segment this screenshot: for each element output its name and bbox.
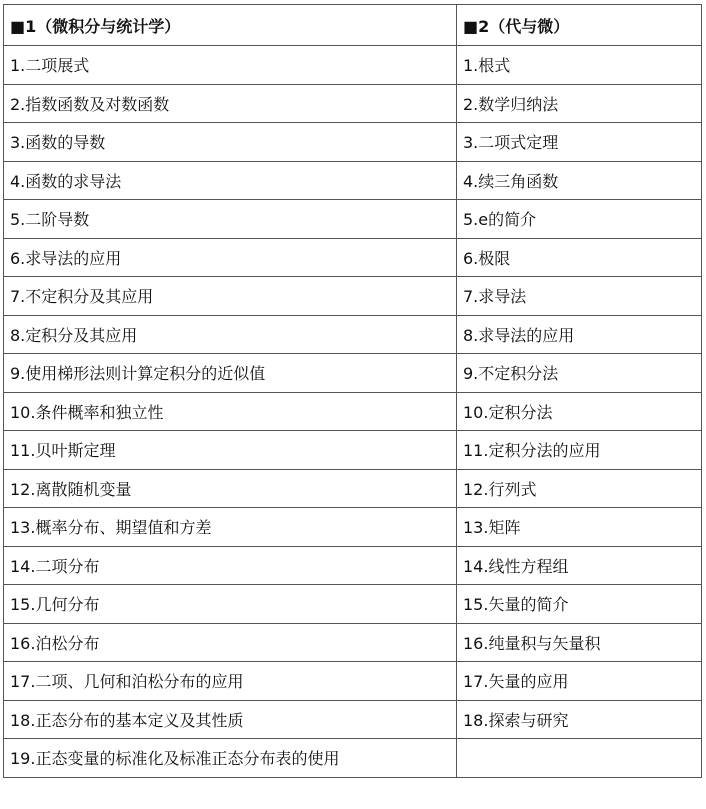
m2-topic-cell: 17.矢量的应用 (457, 662, 702, 701)
column-header-m1: ■1（微积分与统计学） (4, 5, 457, 46)
table-row (4, 469, 702, 508)
m2-topic-cell: 15.矢量的简介 (457, 585, 702, 624)
m1-topic-cell: 6.求导法的应用 (4, 238, 457, 277)
table-row (4, 354, 702, 393)
m1-topic-cell: 8.定积分及其应用 (4, 315, 457, 354)
table-row (4, 508, 702, 547)
table-row (4, 315, 702, 354)
table-row (4, 585, 702, 624)
table-body (4, 46, 702, 778)
syllabus-sheet (3, 4, 701, 804)
m1-topic-cell: 5.二阶导数 (4, 200, 457, 239)
syllabus-table (3, 4, 702, 778)
m2-topic-cell: 2.数学归纳法 (457, 84, 702, 123)
m2-topic-cell: 9.不定积分法 (457, 354, 702, 393)
m1-topic-cell: 18.正态分布的基本定义及其性质 (4, 700, 457, 739)
header-row (4, 5, 702, 46)
table-row (4, 46, 702, 85)
m1-topic-cell: 7.不定积分及其应用 (4, 277, 457, 316)
table-row (4, 662, 702, 701)
m2-topic-cell: 18.探索与研究 (457, 700, 702, 739)
table-row (4, 739, 702, 778)
m1-topic-cell: 3.函数的导数 (4, 123, 457, 162)
m2-topic-cell: 14.线性方程组 (457, 546, 702, 585)
m2-topic-cell: 10.定积分法 (457, 392, 702, 431)
m1-topic-cell: 17.二项、几何和泊松分布的应用 (4, 662, 457, 701)
m2-topic-cell: 1.根式 (457, 46, 702, 85)
m2-topic-cell: 7.求导法 (457, 277, 702, 316)
m1-topic-cell: 9.使用梯形法则计算定积分的近似值 (4, 354, 457, 393)
table-row (4, 623, 702, 662)
column-header-m2: ■2（代与微） (457, 5, 702, 46)
m2-topic-cell (457, 739, 702, 778)
m1-topic-cell: 1.二项展式 (4, 46, 457, 85)
m1-topic-cell: 11.贝叶斯定理 (4, 431, 457, 470)
m2-topic-cell: 16.纯量积与矢量积 (457, 623, 702, 662)
m1-topic-cell: 16.泊松分布 (4, 623, 457, 662)
table-row (4, 84, 702, 123)
table-row (4, 700, 702, 739)
m2-topic-cell: 13.矩阵 (457, 508, 702, 547)
m2-topic-cell: 3.二项式定理 (457, 123, 702, 162)
m1-topic-cell: 19.正态变量的标准化及标准正态分布表的使用 (4, 739, 457, 778)
m2-topic-cell: 8.求导法的应用 (457, 315, 702, 354)
m1-topic-cell: 12.离散随机变量 (4, 469, 457, 508)
table-row (4, 161, 702, 200)
table-row (4, 392, 702, 431)
m1-topic-cell: 14.二项分布 (4, 546, 457, 585)
table-row (4, 238, 702, 277)
m2-topic-cell: 4.续三角函数 (457, 161, 702, 200)
table-row (4, 123, 702, 162)
m1-topic-cell: 13.概率分布、期望值和方差 (4, 508, 457, 547)
table-row (4, 546, 702, 585)
m1-topic-cell: 15.几何分布 (4, 585, 457, 624)
m2-topic-cell: 5.e的简介 (457, 200, 702, 239)
m1-topic-cell: 4.函数的求导法 (4, 161, 457, 200)
m2-topic-cell: 6.极限 (457, 238, 702, 277)
table-row (4, 431, 702, 470)
m1-topic-cell: 10.条件概率和独立性 (4, 392, 457, 431)
table-row (4, 200, 702, 239)
m1-topic-cell: 2.指数函数及对数函数 (4, 84, 457, 123)
m2-topic-cell: 11.定积分法的应用 (457, 431, 702, 470)
m2-topic-cell: 12.行列式 (457, 469, 702, 508)
table-row (4, 277, 702, 316)
